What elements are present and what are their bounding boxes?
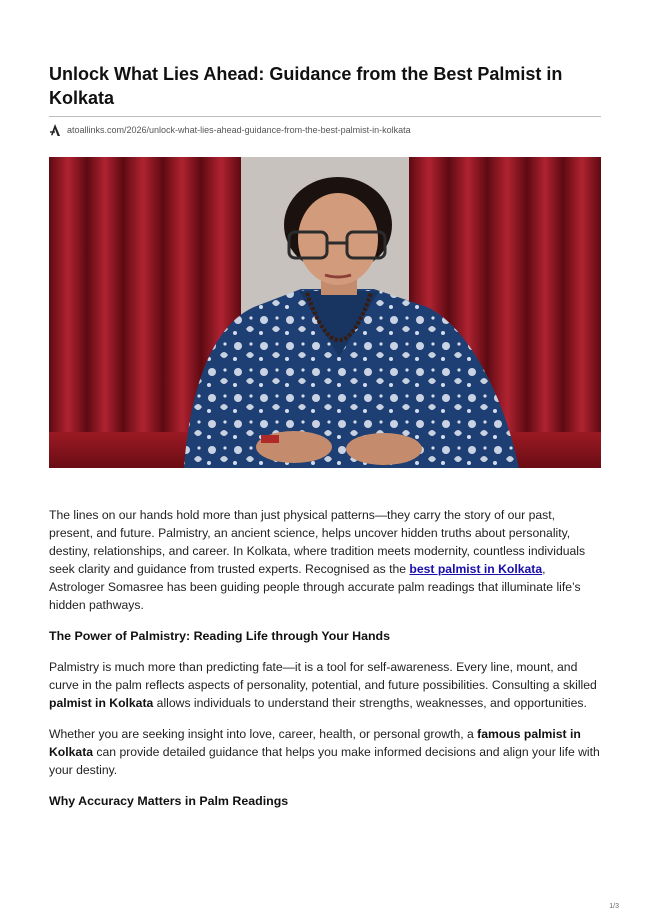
paragraph-intro-text-end: , Astrologer Somasree has been guiding people through accurate palm readings that illuminate life’s hidden pathways. bbox=[49, 562, 581, 612]
paragraph-insight-text-end: can provide detailed guidance that helps you make informed decisions and align your life with your destiny. bbox=[49, 745, 600, 777]
paragraph-insight-text: Whether you are seeking insight into love, career, health, or personal growth, a bbox=[49, 727, 478, 741]
page-number: 1/3 bbox=[609, 903, 619, 910]
article-body bbox=[49, 506, 601, 810]
heading-why-accuracy: Why Accuracy Matters in Palm Readings bbox=[49, 794, 289, 808]
atoallinks-logo-icon bbox=[49, 123, 61, 137]
source-url[interactable]: atoallinks.com/2026/unlock-what-lies-ahead-guidance-from-the-best-palmist-in-kolkata bbox=[67, 125, 411, 135]
paragraph-palmistry-text-end: allows individuals to understand their strengths, weaknesses, and opportunities. bbox=[153, 696, 587, 710]
paragraph-intro bbox=[49, 506, 601, 614]
paragraph-palmistry-text: Palmistry is much more than predicting fate—it is a tool for self-awareness. Every line, mount, and curve in the palm reflects aspects of personality, potential, and future possibilities. Consulting a skilled bbox=[49, 660, 597, 692]
article-title: Unlock What Lies Ahead: Guidance from the Best Palmist in Kolkata bbox=[49, 64, 563, 108]
hero-image bbox=[49, 157, 601, 468]
paragraph-palmistry bbox=[49, 658, 601, 712]
best-palmist-link[interactable]: best palmist in Kolkata bbox=[409, 562, 543, 576]
heading-power-of-palmistry: The Power of Palmistry: Reading Life through Your Hands bbox=[49, 629, 391, 643]
bold-famous-palmist: famous palmist in Kolkata bbox=[49, 727, 581, 759]
paragraph-insight bbox=[49, 725, 601, 779]
document-page bbox=[49, 62, 601, 823]
bold-palmist-in-kolkata: palmist in Kolkata bbox=[49, 696, 154, 710]
paragraph-intro-text: The lines on our hands hold more than just physical patterns—they carry the story of our past, present, and future. Palmistry, an ancient science, helps uncover hidden truths about personality, destiny, relationships, and career. In Kolkata, where tradition meets modernity, countless individuals seek clarity and guidance from trusted experts. Recognised as the bbox=[49, 508, 586, 576]
title-divider bbox=[49, 116, 601, 117]
source-line bbox=[49, 122, 601, 138]
